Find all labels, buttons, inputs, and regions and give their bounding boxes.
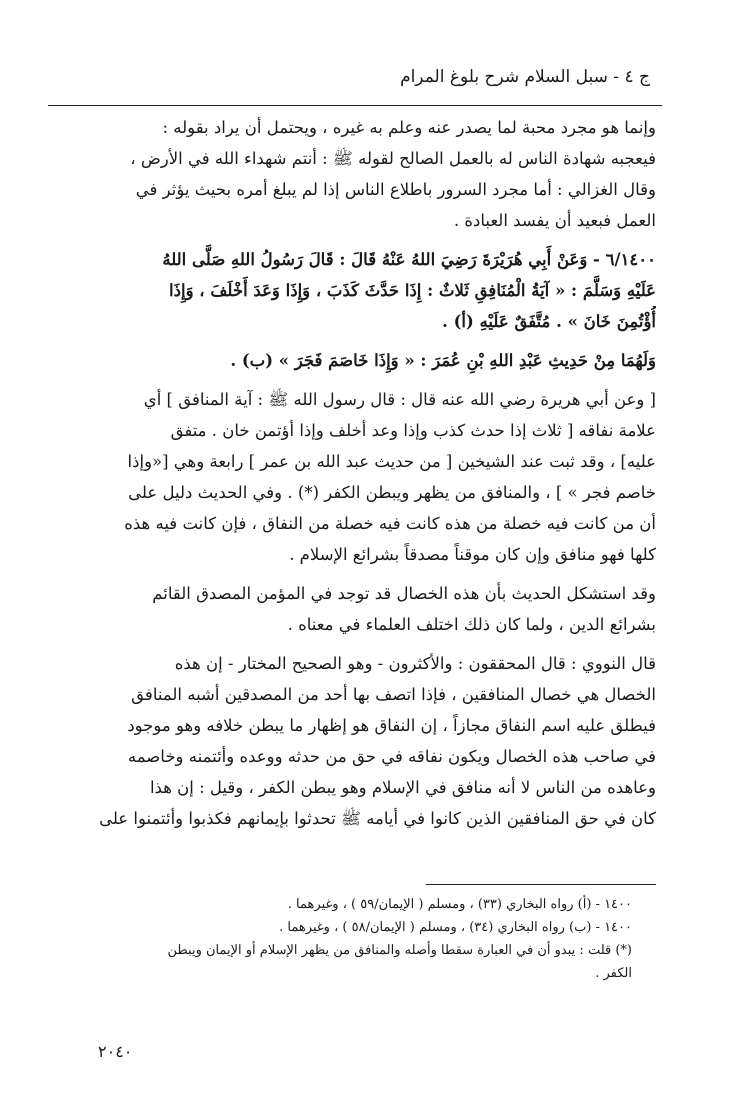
text-line: فيطلق عليه اسم النفاق مجازاً ، إن النفاق هو إظهار ما يبطن خلافه وهو موجود	[127, 716, 656, 735]
footnote-star-cont: الكفر .	[595, 966, 632, 981]
footnote-star: (*) قلت : يبدو أن في العبارة سقطا وأصله والمنافق من يظهر الإسلام أو الإيمان ويبطن	[167, 943, 632, 958]
text-line: خاصم فجر » ] ، والمنافق من يظهر ويبطن الكفر (*) . وفي الحديث دليل على	[128, 483, 656, 502]
hadith-1400	[46, 244, 656, 337]
text-line: أُؤْتُمِنَ خَانَ » . مُتَّفَقٌ عَلَيْهِ (أ) .	[442, 312, 656, 331]
text-line: وقد استشكل الحديث بأن هذه الخصال قد توجد في المؤمن المصدق القائم	[152, 584, 656, 603]
text-line: فيعجبه شهادة الناس له بالعمل الصالح لقوله ﷺ : أنتم شهداء الله في الأرض ،	[130, 149, 656, 168]
paragraph-ishkal	[46, 578, 656, 640]
text-line: علامة نفاقه [ ثلاث إذا حدث كذب وإذا وعد أخلف وإذا أؤتمن خان . متفق	[170, 421, 656, 440]
text-line: في صاحب هذه الخصال ويكون نفاقه في حق من حدثه ووعده وأئتمنه وخاصمه	[127, 747, 656, 766]
text-line: كلها فهو منافق وإن كان موقناً مصدقاً بشرائع الإسلام .	[289, 545, 656, 564]
text-line: [ وعن أبي هريرة رضي الله عنه قال : قال رسول الله ﷺ : آية المنافق ] أي	[143, 390, 656, 409]
text-line: ٦/١٤٠٠ - وَعَنْ أَبِي هُرَيْرَةَ رَضِيَ اللهُ عَنْهُ قَالَ : قَالَ رَسُولُ اللهِ صَلَّى اللهُ	[162, 250, 656, 269]
text-line: قال النووي : قال المحققون : والأكثرون - وهو الصحيح المختار - إن هذه	[174, 654, 656, 673]
text-line: وإنما هو مجرد محبة لما يصدر عنه وعلم به غيره ، ويحتمل أن يراد بقوله :	[162, 118, 656, 137]
footnote-b: ١٤٠٠ - (ب) رواه البخاري (٣٤) ، ومسلم ( الإيمان/٥٨ ) ، وغيرهما .	[279, 920, 632, 935]
hadith-ibn-umar	[46, 345, 656, 376]
footnote-rule	[426, 884, 656, 885]
text-line: الخصال هي خصال المنافقين ، فإذا اتصف بها أحد من المصدقين أشبه المنافق	[131, 685, 656, 704]
paragraph-riya	[46, 112, 656, 236]
text-line: وعاهده من الناس لا أنه منافق في الإسلام وهو يبطن الكفر ، وقيل : إن هذا	[149, 778, 656, 797]
header-rule	[48, 105, 662, 106]
text-line: عليه] ، وقد ثبت عند الشيخين [ من حديث عبد الله بن عمر ] رابعة وهي [«وإذا	[127, 452, 656, 471]
page-number: ٢٠٤٠	[98, 1042, 133, 1061]
footnotes	[50, 893, 632, 985]
text-line: بشرائع الدين ، ولما كان ذلك اختلف العلماء في معناه .	[287, 615, 656, 634]
text-line: وَلَهُمَا مِنْ حَدِيثِ عَبْدِ اللهِ بْنِ عُمَرَ : « وَإِذَا خَاصَمَ فَجَرَ » (ب) .	[230, 351, 656, 370]
paragraph-nawawi	[46, 648, 656, 834]
text-line: أن من كانت فيه خصلة من هذه كانت فيه خصلة من النفاق ، فإن كانت فيه هذه	[124, 514, 656, 533]
text-line: عَلَيْهِ وَسَلَّمَ : « آيَةُ الْمُنَافِقِ ثَلاثٌ : إِذَا حَدَّثَ كَذَبَ ، وَإِذَا وَعَدَ أَخْلَفَ ، وَإِذَا	[169, 281, 656, 300]
text-line: العمل فبعيد أن يفسد العبادة .	[453, 211, 656, 230]
footnote-a: ١٤٠٠ - (أ) رواه البخاري (٣٣) ، ومسلم ( الإيمان/٥٩ ) ، وغيرهما .	[287, 897, 632, 912]
main-text	[46, 112, 656, 834]
running-header: ج ٤ - سبل السلام شرح بلوغ المرام	[400, 67, 650, 87]
text-line: وقال الغزالي : أما مجرد السرور باطلاع الناس إذا لم يبلغ أمره بحيث يؤثر في	[135, 180, 656, 199]
text-line: كان في حق المنافقين الذين كانوا في أيامه ﷺ تحدثوا بإيمانهم فكذبوا وأئتمنوا على	[99, 809, 656, 828]
paragraph-commentary	[46, 384, 656, 570]
